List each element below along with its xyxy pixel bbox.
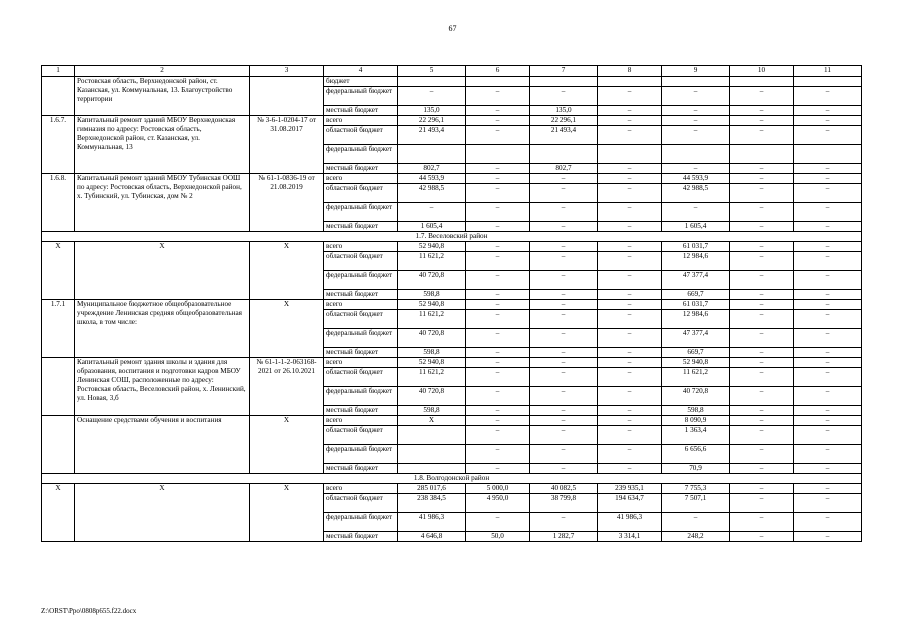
amount-cell: – <box>730 126 794 145</box>
item-document: Х <box>250 242 324 300</box>
amount-cell: – <box>598 406 662 416</box>
amount-cell: – <box>794 271 862 290</box>
amount-cell <box>398 464 466 474</box>
budget-type: местный бюджет <box>324 106 398 116</box>
amount-cell: – <box>466 116 530 126</box>
header-cell: 4 <box>324 66 398 77</box>
amount-cell: – <box>794 445 862 464</box>
amount-cell: 41 986,3 <box>598 513 662 532</box>
amount-cell: 598,8 <box>662 406 730 416</box>
header-cell: 7 <box>530 66 598 77</box>
amount-cell <box>662 77 730 87</box>
amount-cell: – <box>662 203 730 222</box>
amount-cell: – <box>398 87 466 106</box>
amount-cell <box>794 77 862 87</box>
amount-cell: – <box>530 464 598 474</box>
item-description: Капитальный ремонт здания школы и здания для образования, воспитания и подготовки кадров МБОУ Ленинская СОШ, расположенные по адресу: Ростовская область, Веселовский район, х. Ленинский, ул. Новая, 3,б <box>75 358 250 416</box>
amount-cell: – <box>730 368 794 387</box>
amount-cell: – <box>530 348 598 358</box>
amount-cell: – <box>530 426 598 445</box>
amount-cell: 41 986,3 <box>398 513 466 532</box>
amount-cell: – <box>794 358 862 368</box>
budget-type: федеральный бюджет <box>324 329 398 348</box>
amount-cell: 61 031,7 <box>662 242 730 252</box>
amount-cell <box>398 445 466 464</box>
amount-cell: – <box>730 164 794 174</box>
amount-cell <box>398 426 466 445</box>
budget-type: федеральный бюджет <box>324 445 398 464</box>
amount-cell: – <box>598 252 662 271</box>
budget-type: всего <box>324 358 398 368</box>
amount-cell: – <box>598 464 662 474</box>
budget-type: всего <box>324 174 398 184</box>
amount-cell: – <box>730 242 794 252</box>
amount-cell: 1 605,4 <box>398 222 466 232</box>
amount-cell: – <box>466 358 530 368</box>
amount-cell: 21 493,4 <box>398 126 466 145</box>
header-cell: 8 <box>598 66 662 77</box>
budget-type: федеральный бюджет <box>324 145 398 164</box>
amount-cell: – <box>662 87 730 106</box>
amount-cell: – <box>730 387 794 406</box>
header-cell: 9 <box>662 66 730 77</box>
amount-cell: – <box>530 358 598 368</box>
amount-cell: – <box>466 174 530 184</box>
amount-cell: – <box>466 387 530 406</box>
item-number <box>42 358 75 416</box>
amount-cell: – <box>730 416 794 426</box>
amount-cell: 47 377,4 <box>662 271 730 290</box>
amount-cell: 12 984,6 <box>662 252 730 271</box>
section-title: 1.7. Веселовский район <box>42 232 862 242</box>
budget-type: местный бюджет <box>324 164 398 174</box>
amount-cell: – <box>466 290 530 300</box>
table-row <box>42 484 862 494</box>
amount-cell: – <box>530 87 598 106</box>
amount-cell: 5 000,0 <box>466 484 530 494</box>
amount-cell: – <box>662 106 730 116</box>
amount-cell: – <box>794 532 862 542</box>
amount-cell: 52 940,8 <box>662 358 730 368</box>
amount-cell: 12 984,6 <box>662 310 730 329</box>
amount-cell: – <box>794 426 862 445</box>
amount-cell: – <box>466 426 530 445</box>
amount-cell: – <box>730 445 794 464</box>
item-number: 1.6.7. <box>42 116 75 174</box>
amount-cell: – <box>730 426 794 445</box>
amount-cell: – <box>466 348 530 358</box>
amount-cell: – <box>598 242 662 252</box>
amount-cell: – <box>794 464 862 474</box>
amount-cell: – <box>530 290 598 300</box>
budget-type: всего <box>324 242 398 252</box>
header-cell: 6 <box>466 66 530 77</box>
amount-cell: – <box>730 300 794 310</box>
amount-cell: 47 377,4 <box>662 329 730 348</box>
amount-cell: 802,7 <box>530 164 598 174</box>
amount-cell: – <box>794 106 862 116</box>
section-title: 1.8. Волгодонской район <box>42 474 862 484</box>
budget-type: федеральный бюджет <box>324 203 398 222</box>
amount-cell: 52 940,8 <box>398 242 466 252</box>
amount-cell: – <box>530 203 598 222</box>
amount-cell <box>398 77 466 87</box>
table-row <box>42 77 862 87</box>
amount-cell: – <box>466 203 530 222</box>
item-document <box>250 77 324 116</box>
amount-cell: – <box>466 126 530 145</box>
amount-cell: – <box>662 164 730 174</box>
budget-type: местный бюджет <box>324 532 398 542</box>
amount-cell: – <box>794 290 862 300</box>
amount-cell: – <box>730 203 794 222</box>
item-document: № 3-6-1-0204-17 от 31.08.2017 <box>250 116 324 174</box>
budget-type: областной бюджет <box>324 126 398 145</box>
amount-cell: 40 082,5 <box>530 484 598 494</box>
amount-cell: – <box>794 484 862 494</box>
amount-cell: – <box>730 494 794 513</box>
budget-type: областной бюджет <box>324 252 398 271</box>
amount-cell: – <box>730 271 794 290</box>
amount-cell: – <box>466 106 530 116</box>
amount-cell: 1 363,4 <box>662 426 730 445</box>
item-document: № 61-1-0836-19 от 21.08.2019 <box>250 174 324 232</box>
amount-cell: – <box>794 203 862 222</box>
table-row <box>42 116 862 126</box>
header-cell: 11 <box>794 66 862 77</box>
header-cell: 10 <box>730 66 794 77</box>
amount-cell: 21 493,4 <box>530 126 598 145</box>
amount-cell <box>530 145 598 164</box>
amount-cell: 70,9 <box>662 464 730 474</box>
amount-cell: – <box>466 242 530 252</box>
budget-type: всего <box>324 116 398 126</box>
amount-cell: – <box>730 329 794 348</box>
header-row <box>42 66 862 77</box>
amount-cell <box>730 145 794 164</box>
amount-cell: 11 621,2 <box>662 368 730 387</box>
amount-cell: – <box>730 406 794 416</box>
amount-cell: – <box>466 406 530 416</box>
table-row <box>42 174 862 184</box>
item-document: Х <box>250 416 324 474</box>
amount-cell: – <box>598 203 662 222</box>
amount-cell: – <box>598 184 662 203</box>
amount-cell: – <box>530 242 598 252</box>
amount-cell: 42 988,5 <box>398 184 466 203</box>
amount-cell: 11 621,2 <box>398 252 466 271</box>
amount-cell: 669,7 <box>662 290 730 300</box>
budget-type: местный бюджет <box>324 464 398 474</box>
budget-type: местный бюджет <box>324 222 398 232</box>
amount-cell: 38 799,8 <box>530 494 598 513</box>
amount-cell: 40 720,8 <box>398 387 466 406</box>
amount-cell: – <box>466 464 530 474</box>
amount-cell: – <box>794 494 862 513</box>
amount-cell: – <box>730 184 794 203</box>
amount-cell: – <box>466 271 530 290</box>
amount-cell: – <box>598 222 662 232</box>
item-number: 1.6.8. <box>42 174 75 232</box>
amount-cell <box>466 77 530 87</box>
amount-cell: – <box>530 445 598 464</box>
section-row <box>42 474 862 484</box>
amount-cell: 598,8 <box>398 348 466 358</box>
amount-cell: 11 621,2 <box>398 310 466 329</box>
amount-cell: Х <box>398 416 466 426</box>
amount-cell: 52 940,8 <box>398 358 466 368</box>
amount-cell: – <box>794 329 862 348</box>
amount-cell: – <box>598 416 662 426</box>
item-description: Капитальный ремонт зданий МБОУ Тубинская ООШ по адресу: Ростовская область, Верхнедонской район, х. Тубинский, ул. Тубинская, дом № 2 <box>75 174 250 232</box>
amount-cell: – <box>466 184 530 203</box>
amount-cell <box>530 77 598 87</box>
amount-cell: – <box>466 252 530 271</box>
amount-cell: – <box>530 387 598 406</box>
budget-type: областной бюджет <box>324 494 398 513</box>
amount-cell <box>794 145 862 164</box>
amount-cell: – <box>662 513 730 532</box>
amount-cell: – <box>598 174 662 184</box>
amount-cell: – <box>598 358 662 368</box>
budget-type: местный бюджет <box>324 290 398 300</box>
table-row <box>42 358 862 368</box>
page-number: 67 <box>448 24 457 33</box>
header-cell: 2 <box>75 66 250 77</box>
amount-cell: 598,8 <box>398 290 466 300</box>
amount-cell: – <box>530 184 598 203</box>
amount-cell: 22 296,1 <box>530 116 598 126</box>
footer-file-path: Z:\ORST\Ppo\0808p655.f22.docx <box>41 607 137 615</box>
amount-cell: – <box>598 87 662 106</box>
amount-cell: – <box>466 445 530 464</box>
amount-cell <box>598 145 662 164</box>
amount-cell: – <box>794 513 862 532</box>
item-document: № 61-1-1-2-063168-2021 от 26.10.2021 <box>250 358 324 416</box>
budget-type: федеральный бюджет <box>324 87 398 106</box>
amount-cell: 802,7 <box>398 164 466 174</box>
amount-cell: 135,0 <box>398 106 466 116</box>
budget-type: федеральный бюджет <box>324 387 398 406</box>
amount-cell: 669,7 <box>662 348 730 358</box>
amount-cell: 11 621,2 <box>398 368 466 387</box>
budget-type: федеральный бюджет <box>324 513 398 532</box>
amount-cell <box>662 145 730 164</box>
amount-cell: – <box>530 174 598 184</box>
amount-cell: 44 593,9 <box>662 174 730 184</box>
amount-cell: – <box>794 87 862 106</box>
amount-cell <box>598 77 662 87</box>
amount-cell: – <box>730 532 794 542</box>
amount-cell: – <box>398 203 466 222</box>
amount-cell: – <box>794 126 862 145</box>
item-number: Х <box>42 484 75 542</box>
amount-cell: – <box>794 348 862 358</box>
amount-cell: – <box>598 106 662 116</box>
amount-cell: – <box>794 416 862 426</box>
amount-cell: – <box>794 174 862 184</box>
item-document: Х <box>250 484 324 542</box>
amount-cell: – <box>730 106 794 116</box>
amount-cell: – <box>598 126 662 145</box>
amount-cell: – <box>794 252 862 271</box>
amount-cell: – <box>730 358 794 368</box>
amount-cell: – <box>530 310 598 329</box>
amount-cell <box>398 145 466 164</box>
item-number: Х <box>42 242 75 300</box>
amount-cell: – <box>466 222 530 232</box>
budget-type: федеральный бюджет <box>324 271 398 290</box>
amount-cell: – <box>598 387 662 406</box>
amount-cell: – <box>730 484 794 494</box>
amount-cell <box>730 77 794 87</box>
amount-cell: – <box>466 416 530 426</box>
table-row <box>42 242 862 252</box>
item-number <box>42 416 75 474</box>
budget-type: бюджет <box>324 77 398 87</box>
amount-cell: – <box>530 416 598 426</box>
amount-cell: – <box>730 464 794 474</box>
table-row <box>42 416 862 426</box>
amount-cell: – <box>530 368 598 387</box>
header-cell: 1 <box>42 66 75 77</box>
amount-cell: 238 384,5 <box>398 494 466 513</box>
amount-cell: – <box>730 222 794 232</box>
amount-cell: – <box>662 126 730 145</box>
amount-cell: 61 031,7 <box>662 300 730 310</box>
amount-cell: – <box>598 164 662 174</box>
item-description: Оснащение средствами обучения и воспитания <box>75 416 250 474</box>
amount-cell: 6 656,6 <box>662 445 730 464</box>
item-description: Муниципальное бюджетное общеобразовательное учреждение Ленинская средняя общеобразовательная школа, в том числе: <box>75 300 250 358</box>
budget-type: всего <box>324 300 398 310</box>
amount-cell: – <box>730 290 794 300</box>
item-number: 1.7.1 <box>42 300 75 358</box>
amount-cell: – <box>598 310 662 329</box>
amount-cell: – <box>530 300 598 310</box>
amount-cell: – <box>598 426 662 445</box>
amount-cell: – <box>662 116 730 126</box>
amount-cell: – <box>598 348 662 358</box>
budget-type: областной бюджет <box>324 426 398 445</box>
amount-cell: 239 935,1 <box>598 484 662 494</box>
amount-cell: 4 646,8 <box>398 532 466 542</box>
amount-cell: 40 720,8 <box>662 387 730 406</box>
amount-cell: – <box>794 242 862 252</box>
amount-cell: – <box>530 252 598 271</box>
amount-cell: 8 090,9 <box>662 416 730 426</box>
amount-cell: 50,0 <box>466 532 530 542</box>
amount-cell: – <box>598 368 662 387</box>
budget-type: всего <box>324 484 398 494</box>
item-number <box>42 77 75 116</box>
amount-cell: – <box>794 184 862 203</box>
amount-cell: – <box>794 310 862 329</box>
amount-cell: 598,8 <box>398 406 466 416</box>
table-row <box>42 300 862 310</box>
amount-cell: 40 720,8 <box>398 329 466 348</box>
amount-cell: 40 720,8 <box>398 271 466 290</box>
budget-type: всего <box>324 416 398 426</box>
amount-cell: – <box>598 445 662 464</box>
amount-cell: 4 950,0 <box>466 494 530 513</box>
amount-cell: – <box>794 222 862 232</box>
budget-type: местный бюджет <box>324 348 398 358</box>
amount-cell: 285 017,6 <box>398 484 466 494</box>
amount-cell: – <box>530 271 598 290</box>
amount-cell <box>466 145 530 164</box>
amount-cell: – <box>794 116 862 126</box>
amount-cell: – <box>466 329 530 348</box>
amount-cell: 7 507,1 <box>662 494 730 513</box>
amount-cell: 1 282,7 <box>530 532 598 542</box>
amount-cell: – <box>730 310 794 329</box>
amount-cell: 7 755,3 <box>662 484 730 494</box>
amount-cell: – <box>794 387 862 406</box>
amount-cell: – <box>794 300 862 310</box>
budget-type: местный бюджет <box>324 406 398 416</box>
amount-cell: 42 988,5 <box>662 184 730 203</box>
amount-cell: 248,2 <box>662 532 730 542</box>
section-row <box>42 232 862 242</box>
item-description: Ростовская область, Верхнедонской район, ст. Казанская, ул. Коммунальная, 13. Благоустройство территории <box>75 77 250 116</box>
amount-cell: – <box>730 252 794 271</box>
amount-cell: – <box>466 164 530 174</box>
amount-cell: – <box>598 271 662 290</box>
amount-cell: – <box>466 310 530 329</box>
amount-cell: – <box>530 329 598 348</box>
item-description: Капитальный ремонт зданий МБОУ Верхнедонская гимназия по адресу: Ростовская область, Верхнедонской район, ст. Казанская, ул. Коммунальная, 13 <box>75 116 250 174</box>
amount-cell: 135,0 <box>530 106 598 116</box>
budget-type: областной бюджет <box>324 310 398 329</box>
amount-cell: – <box>730 348 794 358</box>
amount-cell: – <box>794 368 862 387</box>
header-cell: 3 <box>250 66 324 77</box>
amount-cell: – <box>466 87 530 106</box>
amount-cell: 3 314,1 <box>598 532 662 542</box>
amount-cell: – <box>730 87 794 106</box>
budget-type: областной бюджет <box>324 184 398 203</box>
amount-cell: 194 634,7 <box>598 494 662 513</box>
amount-cell: – <box>466 368 530 387</box>
item-description: Х <box>75 484 250 542</box>
amount-cell: 52 940,8 <box>398 300 466 310</box>
budget-type: областной бюджет <box>324 368 398 387</box>
amount-cell: – <box>730 174 794 184</box>
amount-cell: – <box>794 406 862 416</box>
amount-cell: 44 593,9 <box>398 174 466 184</box>
amount-cell: – <box>598 300 662 310</box>
amount-cell: – <box>466 300 530 310</box>
amount-cell: – <box>530 513 598 532</box>
item-document: Х <box>250 300 324 358</box>
amount-cell: 1 605,4 <box>662 222 730 232</box>
amount-cell: – <box>730 513 794 532</box>
amount-cell: – <box>598 290 662 300</box>
amount-cell: – <box>730 116 794 126</box>
amount-cell: – <box>598 329 662 348</box>
amount-cell: – <box>530 222 598 232</box>
amount-cell: – <box>466 513 530 532</box>
header-cell: 5 <box>398 66 466 77</box>
amount-cell: – <box>530 406 598 416</box>
amount-cell: 22 296,1 <box>398 116 466 126</box>
amount-cell: – <box>794 164 862 174</box>
item-description: Х <box>75 242 250 300</box>
amount-cell: – <box>598 116 662 126</box>
budget-table <box>41 65 862 542</box>
